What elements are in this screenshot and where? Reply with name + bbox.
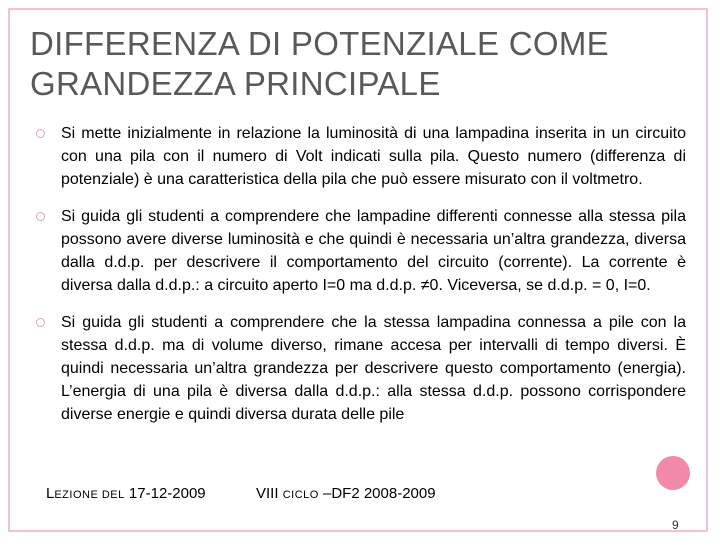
footer-course-prefix: VIII (256, 485, 283, 502)
bullet-item (36, 205, 686, 297)
footer-lesson-label: EZIONE DEL (54, 489, 125, 501)
accent-circle (656, 456, 690, 490)
bullet-list (36, 122, 686, 440)
bullet-circle-icon (36, 318, 45, 327)
footer-course (256, 484, 456, 505)
title-line-1: DIFFERENZA DI POTENZIALE COME (30, 25, 609, 62)
bullet-text: Si guida gli studenti a comprendere che la stessa lampadina connessa a pile con la stessa d.d.p. ma di volume diverso, rimane accesa per intervalli di tempo diversi. È quindi necessaria un’altra grandezza per descrivere questo comportamento (energia). L’energia di una pila è diversa dalla d.d.p.: alla stessa d.d.p. possono corrispondere diverse energie e quindi diversa durata delle pile (61, 314, 686, 423)
bullet-circle-icon (36, 129, 45, 138)
slide-title (30, 24, 690, 104)
bullet-item (36, 311, 686, 426)
footer-course-label: CICLO (282, 489, 319, 501)
footer-lesson-value: 17-12-2009 (124, 485, 206, 502)
bullet-text: Si mette inizialmente in relazione la luminosità di una lampadina inserita in un circuito con una pila con il numero di Volt indicati sulla pila. Questo numero (differenza di potenziale) è una caratteristica della pila che può essere misurato con il voltmetro. (61, 125, 686, 188)
page-number: 9 (672, 518, 679, 532)
footer-lesson-initial: L (46, 485, 55, 502)
title-line-2: GRANDEZZA PRINCIPALE (30, 65, 441, 102)
bullet-circle-icon (36, 212, 45, 221)
bullet-item (36, 122, 686, 191)
bullet-text: Si guida gli studenti a comprendere che lampadine differenti connesse alla stessa pila possono avere diverse luminosità e che quindi è necessaria un’altra grandezza, diversa dalla d.d.p. per descrivere il comportamento del circuito (corrente). La corrente è diversa dalla d.d.p.: a circuito aperto I=0 ma d.d.p. ≠0. Viceversa, se d.d.p. = 0, I=0. (61, 208, 686, 294)
footer-lesson-date (46, 484, 236, 505)
footer-course-value: –DF2 2008-2009 (318, 485, 436, 502)
